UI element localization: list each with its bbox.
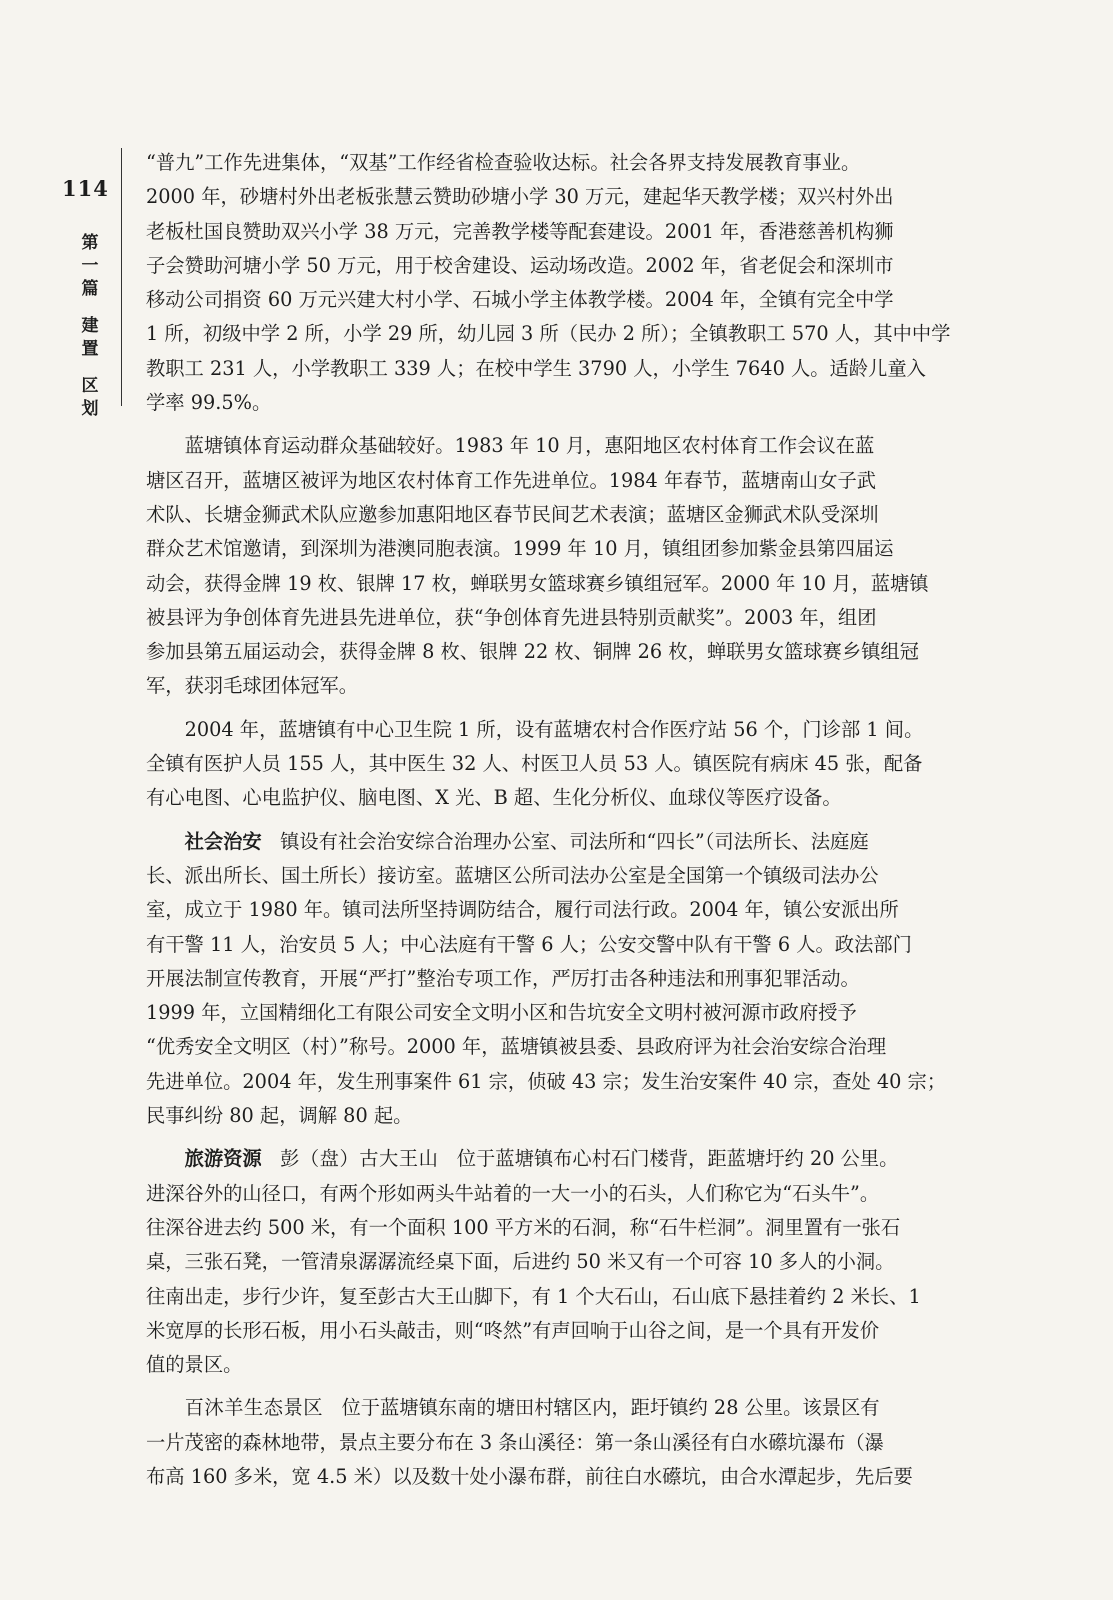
- text-line: 2000 年，砂塘村外出老板张慧云赞助砂塘小学 30 万元，建起华天教学楼；双兴村外出: [146, 185, 894, 209]
- text-line: 1 所，初级中学 2 所，小学 29 所，幼儿园 3 所（民办 2 所）；全镇教职工 570 人，其中中学: [146, 322, 951, 346]
- text-line: 老板杜国良赞助双兴小学 38 万元，完善教学楼等配套建设。2001 年，香港慈善机构狮: [146, 219, 894, 243]
- text-line: 有干警 11 人，治安员 5 人；中心法庭有干警 6 人；公安交警中队有干警 6 人。政法部门: [146, 932, 912, 956]
- margin-title-char: 篇: [81, 279, 99, 299]
- text-line: 有心电图、心电监护仪、脑电图、X 光、B 超、生化分析仪、血球仪等医疗设备。: [146, 786, 842, 810]
- text-line: 军，获羽毛球团体冠军。: [146, 674, 359, 698]
- text-line: 术队、长塘金狮武术队应邀参加惠阳地区春节民间艺术表演；蓝塘区金狮武术队受深圳: [146, 502, 879, 526]
- text-line: 长、派出所长、国土所长）接访室。蓝塘区公所司法办公室是全国第一个镇级司法办公: [146, 863, 879, 887]
- paragraph-public-security: [146, 825, 1006, 1134]
- text-line: 塘区召开，蓝塘区被评为地区农村体育工作先进单位。1984 年春节，蓝塘南山女子武: [146, 468, 877, 492]
- paragraph-tourism: [146, 1142, 1006, 1382]
- text-line: 往深谷进去约 500 米，有一个面积 100 平方米的石洞，称“石牛栏洞”。洞里置有一张石: [146, 1215, 901, 1239]
- margin-title-char: 置: [81, 339, 99, 359]
- margin-divider: [121, 148, 122, 406]
- text-line: “普九”工作先进集体，“双基”工作经省检查验收达标。社会各界支持发展教育事业。: [146, 151, 861, 174]
- text-line: 开展法制宣传教育，开展“严打”整治专项工作，严厉打击各种违法和刑事犯罪活动。: [146, 966, 860, 990]
- margin-section-title: [78, 232, 102, 421]
- text-line: 位于蓝塘镇布心村石门楼背，距蓝塘圩约 20 公里。: [456, 1147, 899, 1171]
- margin-title-char: 划: [81, 399, 99, 419]
- text-line: “优秀安全文明区（村）”称号。2000 年，蓝塘镇被县委、县政府评为社会治安综合治理: [146, 1035, 887, 1059]
- page-number: 114: [62, 176, 109, 201]
- paragraph-education: [146, 146, 1006, 420]
- paragraph-sports: [146, 429, 1006, 703]
- text-line: 位于蓝塘镇东南的塘田村辖区内，距圩镇约 28 公里。该景区有: [341, 1396, 880, 1420]
- text-line: 蓝塘镇体育运动群众基础较好。1983 年 10 月，惠阳地区农村体育工作会议在蓝: [184, 434, 875, 458]
- section-heading: 社会治安: [184, 829, 262, 853]
- text-line: 学率 99.5%。: [146, 391, 272, 415]
- text-line: 米宽厚的长形石板，用小石头敲击，则“咚然”有声回响于山谷之间，是一个具有开发价: [146, 1318, 880, 1342]
- text-line: 全镇有医护人员 155 人，其中医生 32 人、村医卫人员 53 人。镇医院有病床 45 张，配备: [146, 752, 923, 776]
- text-line: 移动公司捐资 60 万元兴建大村小学、石城小学主体教学楼。2004 年，全镇有完全中学: [146, 288, 894, 312]
- margin-title-char: 一: [81, 256, 99, 276]
- text-line: 桌，三张石凳，一管清泉潺潺流经桌下面，后进约 50 米又有一个可容 10 多人的小洞。: [146, 1250, 895, 1274]
- body-text: [146, 146, 1006, 1494]
- topic-heading: 百沐羊生态景区: [184, 1396, 324, 1420]
- text-line: 布高 160 多米，宽 4.5 米）以及数十处小瀑布群，前往白水礤坑，由合水潭起步，先后要: [146, 1464, 913, 1488]
- text-line: 进深谷外的山径口，有两个形如两头牛站着的一大一小的石头，人们称它为“石头牛”。: [146, 1181, 880, 1205]
- topic-heading: 彭（盘）古大王山: [280, 1147, 439, 1171]
- text-line: 群众艺术馆邀请，到深圳为港澳同胞表演。1999 年 10 月，镇组团参加紫金县第四届运: [146, 537, 894, 561]
- margin-title-char: 第: [81, 233, 99, 253]
- paragraph-health: [146, 713, 1006, 816]
- text-line: 民事纠纷 80 起，调解 80 起。: [146, 1104, 413, 1128]
- margin-title-char: 区: [81, 376, 99, 396]
- text-line: 被县评为争创体育先进县先进单位，获“争创体育先进县特别贡献奖”。2003 年，组团: [146, 605, 877, 629]
- text-line: 往南出走，步行少许，复至彭古大王山脚下，有 1 个大石山，石山底下悬挂着约 2 米长、1: [146, 1284, 921, 1308]
- paragraph-scenic-area: [146, 1391, 1006, 1494]
- text-line: 镇设有社会治安综合治理办公室、司法所和“四长”（司法所长、法庭庭: [280, 829, 869, 853]
- text-line: 参加县第五届运动会，获得金牌 8 枚、银牌 22 枚、铜牌 26 枚，蝉联男女篮球赛乡镇组冠: [146, 640, 919, 664]
- text-line: 一片茂密的森林地带，景点主要分布在 3 条山溪径：第一条山溪径有白水礤坑瀑布（瀑: [146, 1430, 884, 1454]
- text-line: 1999 年，立国精细化工有限公司安全文明小区和告坑安全文明村被河源市政府授予: [146, 1001, 857, 1025]
- text-line: 教职工 231 人，小学教职工 339 人；在校中学生 3790 人，小学生 7640 人。适龄儿童入: [146, 356, 926, 380]
- text-line: 动会，获得金牌 19 枚、银牌 17 枚，蝉联男女篮球赛乡镇组冠军。2000 年 10 月，蓝塘镇: [146, 571, 929, 595]
- text-line: 2004 年，蓝塘镇有中心卫生院 1 所，设有蓝塘农村合作医疗站 56 个，门诊部 1 间。: [184, 717, 924, 741]
- section-heading: 旅游资源: [184, 1147, 262, 1171]
- margin-title-char: 建: [81, 316, 99, 336]
- text-line: 先进单位。2004 年，发生刑事案件 61 宗，侦破 43 宗；发生治安案件 40 宗，查处 40 宗；: [146, 1069, 947, 1093]
- text-line: 子会赞助河塘小学 50 万元，用于校舍建设、运动场改造。2002 年，省老促会和深圳市: [146, 253, 894, 277]
- text-line: 值的景区。: [146, 1353, 243, 1377]
- text-line: 室，成立于 1980 年。镇司法所坚持调防结合，履行司法行政。2004 年，镇公安派出所: [146, 898, 899, 922]
